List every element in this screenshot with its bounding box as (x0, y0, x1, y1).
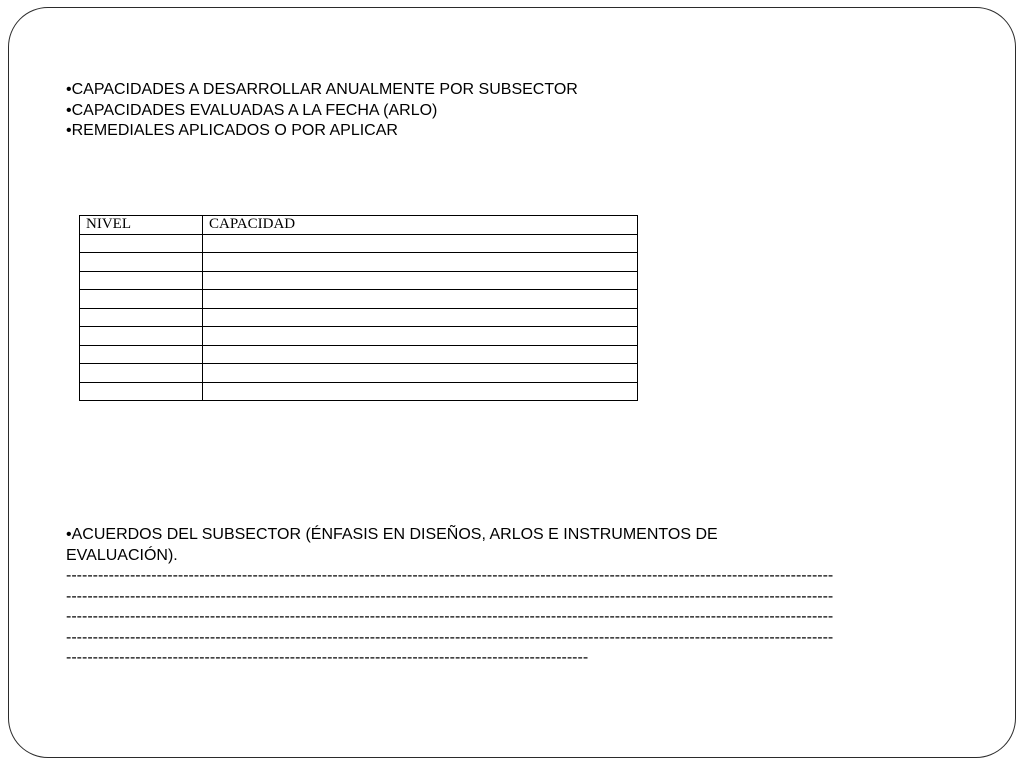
table-body (80, 234, 638, 401)
table-cell-capacidad (203, 364, 638, 383)
acuerdos-section (66, 525, 834, 669)
bullet-item (66, 80, 578, 101)
table-row (80, 382, 638, 401)
bullet-text: REMEDIALES APLICADOS O POR APLICAR (71, 122, 398, 139)
dash-line: -------------------------------------------------------------------------------------------------- (66, 649, 589, 666)
table-cell-nivel (80, 253, 203, 272)
table-row (80, 308, 638, 327)
bullet-icon: • (66, 81, 72, 98)
bullet-list (66, 80, 578, 142)
dash-line: ------------------------------------------------------------------------------------------------------------------------------------------------ (66, 608, 834, 625)
table-cell-capacidad (203, 234, 638, 253)
table-cell-nivel (80, 290, 203, 309)
bullet-text: CAPACIDADES EVALUADAS A LA FECHA (ARLO) (71, 101, 438, 119)
table-cell-nivel (80, 327, 203, 346)
table-cell-nivel (80, 364, 203, 383)
table-row (80, 327, 638, 346)
table-cell-nivel (80, 271, 203, 290)
bullet-icon: • (66, 101, 72, 119)
bullet-icon: • (66, 526, 72, 543)
table-cell-capacidad (203, 290, 638, 309)
table-cell-nivel (80, 382, 203, 401)
table-cell-capacidad (203, 271, 638, 290)
header-nivel: NIVEL (80, 216, 203, 235)
table-row (80, 234, 638, 253)
table-cell-nivel (80, 345, 203, 364)
table-cell-capacidad (203, 345, 638, 364)
bullet-icon: • (66, 122, 72, 139)
dash-line: ------------------------------------------------------------------------------------------------------------------------------------------------ (66, 587, 834, 605)
header-capacidad: CAPACIDAD (203, 216, 638, 235)
table-cell-nivel (80, 308, 203, 327)
table-cell-capacidad (203, 308, 638, 327)
table-row (80, 364, 638, 383)
acuerdos-text (66, 525, 726, 566)
table-cell-capacidad (203, 382, 638, 401)
bullet-item (66, 121, 578, 142)
acuerdos-label: ACUERDOS DEL SUBSECTOR (ÉNFASIS EN DISEÑOS, ARLOS E INSTRUMENTOS DE EVALUACIÓN). (66, 526, 718, 564)
table-row (80, 271, 638, 290)
table-row (80, 345, 638, 364)
bullet-text: CAPACIDADES A DESARROLLAR ANUALMENTE POR SUBSECTOR (71, 81, 578, 98)
dash-line: ------------------------------------------------------------------------------------------------------------------------------------------------ (66, 628, 834, 646)
table-header-row (80, 216, 638, 235)
bullet-item (66, 101, 578, 122)
table-cell-capacidad (203, 327, 638, 346)
table-cell-capacidad (203, 253, 638, 272)
capacity-table (79, 215, 638, 401)
table-row (80, 290, 638, 309)
dash-line: ------------------------------------------------------------------------------------------------------------------------------------------------ (66, 567, 834, 584)
table-row (80, 253, 638, 272)
table-cell-nivel (80, 234, 203, 253)
